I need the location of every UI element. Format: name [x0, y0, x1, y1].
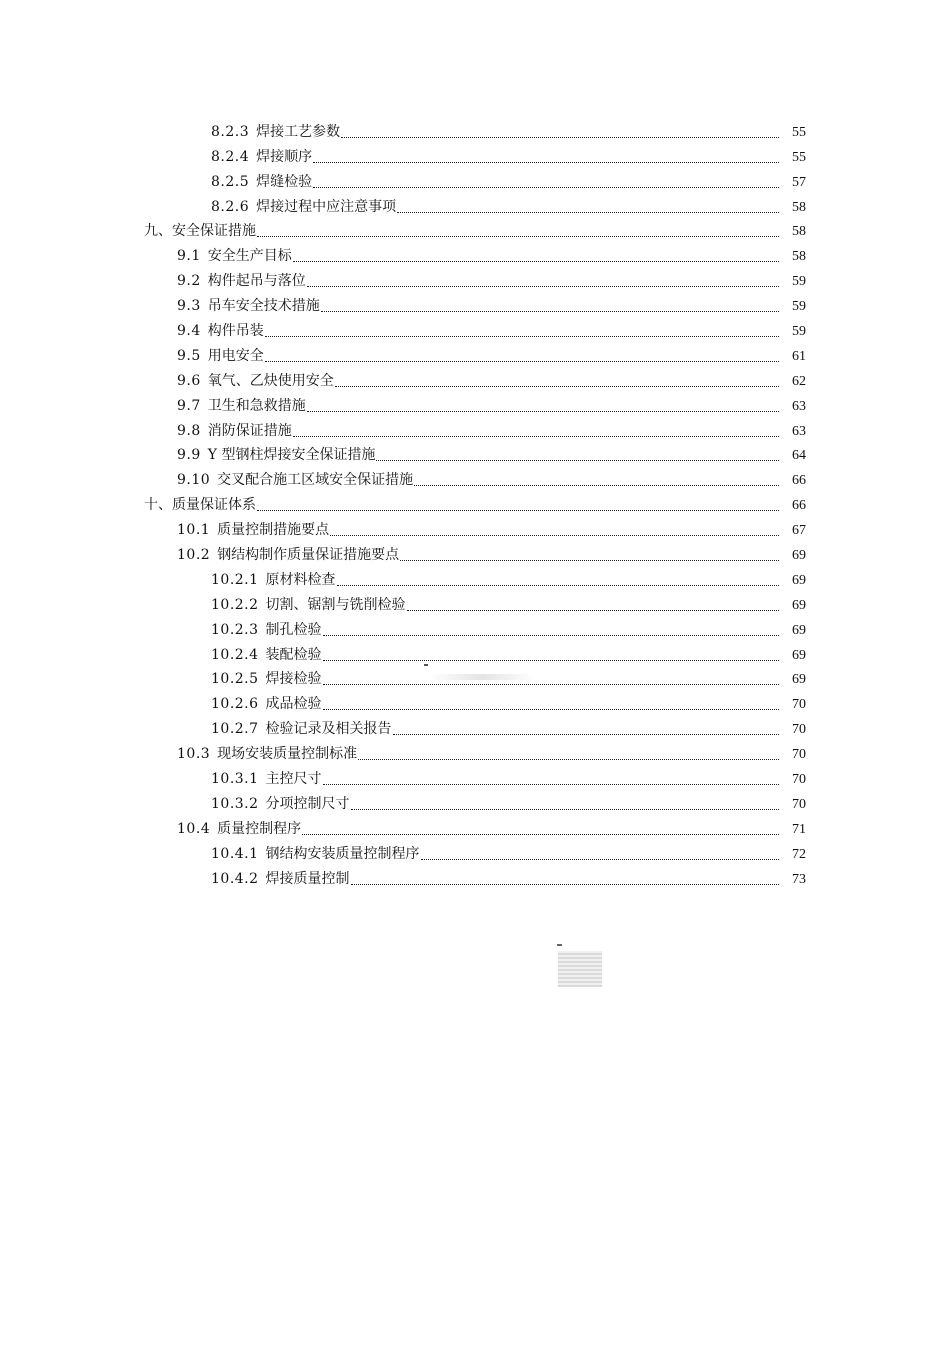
- toc-entry-title: 氧气、乙炔使用安全: [207, 372, 334, 389]
- toc-entry-title: 切割、锯割与铣削检验: [265, 596, 406, 613]
- toc-entry-page: 73: [792, 871, 806, 887]
- toc-entry-title: 用电安全: [207, 347, 264, 364]
- toc-entry-title: 现场安装质量控制标准: [217, 746, 358, 763]
- toc-entry-page: 67: [792, 523, 806, 539]
- toc-dot-leader: [323, 635, 779, 636]
- toc-entry-title: 焊接质量控制: [265, 870, 350, 887]
- toc-entry-number: 10.2: [177, 547, 211, 564]
- toc-entry[interactable]: [0, 688, 950, 713]
- toc-entry[interactable]: [0, 614, 950, 639]
- toc-entry[interactable]: [0, 763, 950, 788]
- toc-dot-leader: [323, 660, 779, 661]
- toc-entry-title: 钢结构制作质量保证措施要点: [217, 547, 400, 564]
- toc-entry-page: 69: [792, 572, 806, 588]
- toc-entry-title: 交叉配合施工区域安全保证措施: [217, 472, 414, 489]
- toc-entry-title: 构件吊装: [207, 323, 264, 340]
- scan-smudge: [558, 951, 602, 987]
- toc-entry-title: 卫生和急救措施: [207, 397, 306, 414]
- toc-dot-leader: [330, 535, 779, 536]
- toc-entry-title: 安全生产目标: [207, 248, 292, 265]
- toc-entry-number: 10.4.1: [211, 845, 259, 862]
- toc-dot-leader: [397, 212, 779, 213]
- toc-entry-page: 63: [792, 423, 806, 439]
- toc-dot-leader: [307, 286, 779, 287]
- toc-entry-number: 9.10: [177, 472, 211, 489]
- toc-entry-title: 焊接工艺参数: [256, 123, 341, 140]
- toc-entry-page: 66: [792, 473, 806, 489]
- toc-entry-title: 吊车安全技术措施: [207, 298, 320, 315]
- toc-entry-page: 70: [792, 796, 806, 812]
- scan-smudge: [430, 674, 535, 680]
- toc-entry-page: 69: [792, 647, 806, 663]
- toc-dot-leader: [351, 809, 779, 810]
- toc-entry[interactable]: [0, 713, 950, 738]
- toc-dot-leader: [323, 709, 779, 710]
- toc-entry-title: 成品检验: [265, 696, 322, 713]
- toc-entry-number: 9.6: [177, 372, 201, 389]
- toc-entry-page: 71: [792, 821, 806, 837]
- toc-entry-title: 原材料检查: [265, 571, 336, 588]
- toc-entry-number: 10.3.2: [211, 795, 259, 812]
- toc-entry[interactable]: [0, 216, 950, 241]
- toc-entry-number: 10.2.1: [211, 571, 259, 588]
- toc-entry-page: 69: [792, 672, 806, 688]
- toc-entry-number: 10.2.6: [211, 696, 259, 713]
- toc-dot-leader: [293, 436, 779, 437]
- toc-entry[interactable]: [0, 788, 950, 813]
- toc-entry[interactable]: [0, 315, 950, 340]
- toc-entry-number: 8.2.4: [211, 148, 250, 165]
- toc-entry[interactable]: [0, 564, 950, 589]
- toc-entry-page: 70: [792, 772, 806, 788]
- toc-entry-number: 9.5: [177, 347, 201, 364]
- toc-entry-title: 焊接顺序: [256, 148, 313, 165]
- toc-entry[interactable]: [0, 290, 950, 315]
- toc-dot-leader: [257, 236, 779, 237]
- toc-entry-page: 69: [792, 548, 806, 564]
- toc-entry-title: 九、安全保证措施: [144, 223, 256, 240]
- toc-entry-title: 钢结构安装质量控制程序: [265, 845, 420, 862]
- toc-dot-leader: [414, 485, 779, 486]
- toc-dot-leader: [358, 759, 779, 760]
- toc-entry-number: 9.1: [177, 248, 201, 265]
- toc-entry-page: 59: [792, 299, 806, 315]
- toc-entry-page: 59: [792, 324, 806, 340]
- toc-entry-page: 69: [792, 597, 806, 613]
- toc-entry-page: 69: [792, 622, 806, 638]
- toc-dot-leader: [313, 187, 779, 188]
- toc-dot-leader: [323, 784, 779, 785]
- toc-entry[interactable]: [0, 589, 950, 614]
- toc-entry[interactable]: [0, 464, 950, 489]
- toc-dot-leader: [257, 510, 779, 511]
- toc-entry-number: 10.3.1: [211, 771, 259, 788]
- toc-entry-number: 9.8: [177, 422, 201, 439]
- toc-entry[interactable]: [0, 365, 950, 390]
- toc-dot-leader: [307, 411, 779, 412]
- toc-entry-page: 62: [792, 373, 806, 389]
- toc-dot-leader: [302, 834, 779, 835]
- toc-dot-leader: [421, 859, 779, 860]
- toc-entry[interactable]: [0, 539, 950, 564]
- toc-entry-page: 72: [792, 846, 806, 862]
- toc-entry[interactable]: [0, 863, 950, 888]
- toc-entry-page: 58: [792, 199, 806, 215]
- toc-entry-title: 质量控制措施要点: [217, 522, 330, 539]
- toc-entry-number: 10.1: [177, 522, 211, 539]
- toc-entry[interactable]: [0, 340, 950, 365]
- toc-entry-number: 9.2: [177, 273, 201, 290]
- toc-entry-title: 质量控制程序: [217, 820, 302, 837]
- toc-dot-leader: [337, 585, 779, 586]
- toc-dot-leader: [265, 336, 779, 337]
- toc-entry[interactable]: [0, 838, 950, 863]
- toc-entry[interactable]: [0, 141, 950, 166]
- toc-entry-number: 10.2.3: [211, 621, 259, 638]
- toc-entry-title: 检验记录及相关报告: [265, 721, 392, 738]
- toc-entry-number: 8.2.3: [211, 123, 250, 140]
- toc-entry[interactable]: [0, 738, 950, 763]
- toc-entry-page: 55: [792, 124, 806, 140]
- toc-entry-number: 10.2.7: [211, 721, 259, 738]
- toc-entry-title: 制孔检验: [265, 621, 322, 638]
- toc-entry-title: Y 型钢柱焊接安全保证措施: [207, 447, 376, 464]
- toc-dot-leader: [351, 884, 779, 885]
- toc-entry-page: 64: [792, 448, 806, 464]
- toc-entry-title: 构件起吊与落位: [207, 273, 306, 290]
- toc-entry-number: 10.4: [177, 820, 211, 837]
- toc-entry-title: 焊接过程中应注意事项: [256, 198, 397, 215]
- toc-dot-leader: [313, 162, 779, 163]
- toc-entry[interactable]: [0, 440, 950, 465]
- toc-dot-leader: [323, 684, 779, 685]
- toc-entry-page: 70: [792, 722, 806, 738]
- toc-entry-number: 10.2.4: [211, 646, 259, 663]
- toc-entry-number: 9.4: [177, 323, 201, 340]
- toc-entry[interactable]: [0, 813, 950, 838]
- toc-entry-number: 8.2.6: [211, 198, 250, 215]
- toc-dot-leader: [393, 734, 779, 735]
- toc-entry-number: 8.2.5: [211, 173, 250, 190]
- toc-entry-page: 57: [792, 174, 806, 190]
- toc-entry[interactable]: [0, 265, 950, 290]
- toc-entry-title: 焊缝检验: [256, 173, 313, 190]
- toc-entry-title: 分项控制尺寸: [265, 795, 350, 812]
- toc-entry[interactable]: [0, 514, 950, 539]
- toc-dot-leader: [335, 386, 779, 387]
- toc-entry-number: 10.4.2: [211, 870, 259, 887]
- toc-entry-title: 焊接检验: [265, 671, 322, 688]
- toc-dot-leader: [265, 361, 779, 362]
- table-of-contents: [0, 116, 950, 888]
- toc-entry-page: 61: [792, 348, 806, 364]
- toc-dot-leader: [341, 137, 779, 138]
- toc-entry-page: 58: [792, 224, 806, 240]
- toc-entry-title: 装配检验: [265, 646, 322, 663]
- toc-entry[interactable]: [0, 489, 950, 514]
- toc-entry-page: 58: [792, 249, 806, 265]
- toc-entry[interactable]: [0, 166, 950, 191]
- toc-entry-title: 十、质量保证体系: [144, 497, 256, 514]
- toc-dot-leader: [376, 460, 779, 461]
- toc-dot-leader: [293, 261, 779, 262]
- toc-entry-page: 70: [792, 697, 806, 713]
- scan-mark: [557, 944, 562, 946]
- toc-entry-title: 主控尺寸: [265, 771, 322, 788]
- toc-entry-title: 消防保证措施: [207, 422, 292, 439]
- toc-entry[interactable]: [0, 390, 950, 415]
- toc-entry[interactable]: [0, 191, 950, 216]
- toc-entry-page: 63: [792, 398, 806, 414]
- toc-entry-number: 10.3: [177, 746, 211, 763]
- toc-entry-number: 10.2.2: [211, 596, 259, 613]
- toc-entry-number: 9.3: [177, 298, 201, 315]
- toc-entry[interactable]: [0, 116, 950, 141]
- toc-entry[interactable]: [0, 415, 950, 440]
- toc-entry-page: 55: [792, 149, 806, 165]
- toc-entry-number: 10.2.5: [211, 671, 259, 688]
- toc-dot-leader: [321, 311, 779, 312]
- scan-mark: [424, 664, 428, 666]
- toc-entry-page: 59: [792, 274, 806, 290]
- toc-entry[interactable]: [0, 240, 950, 265]
- toc-dot-leader: [400, 560, 779, 561]
- toc-entry-number: 9.9: [177, 447, 201, 464]
- toc-dot-leader: [407, 610, 779, 611]
- toc-entry-page: 70: [792, 747, 806, 763]
- toc-entry[interactable]: [0, 639, 950, 664]
- toc-entry-number: 9.7: [177, 397, 201, 414]
- toc-entry-page: 66: [792, 498, 806, 514]
